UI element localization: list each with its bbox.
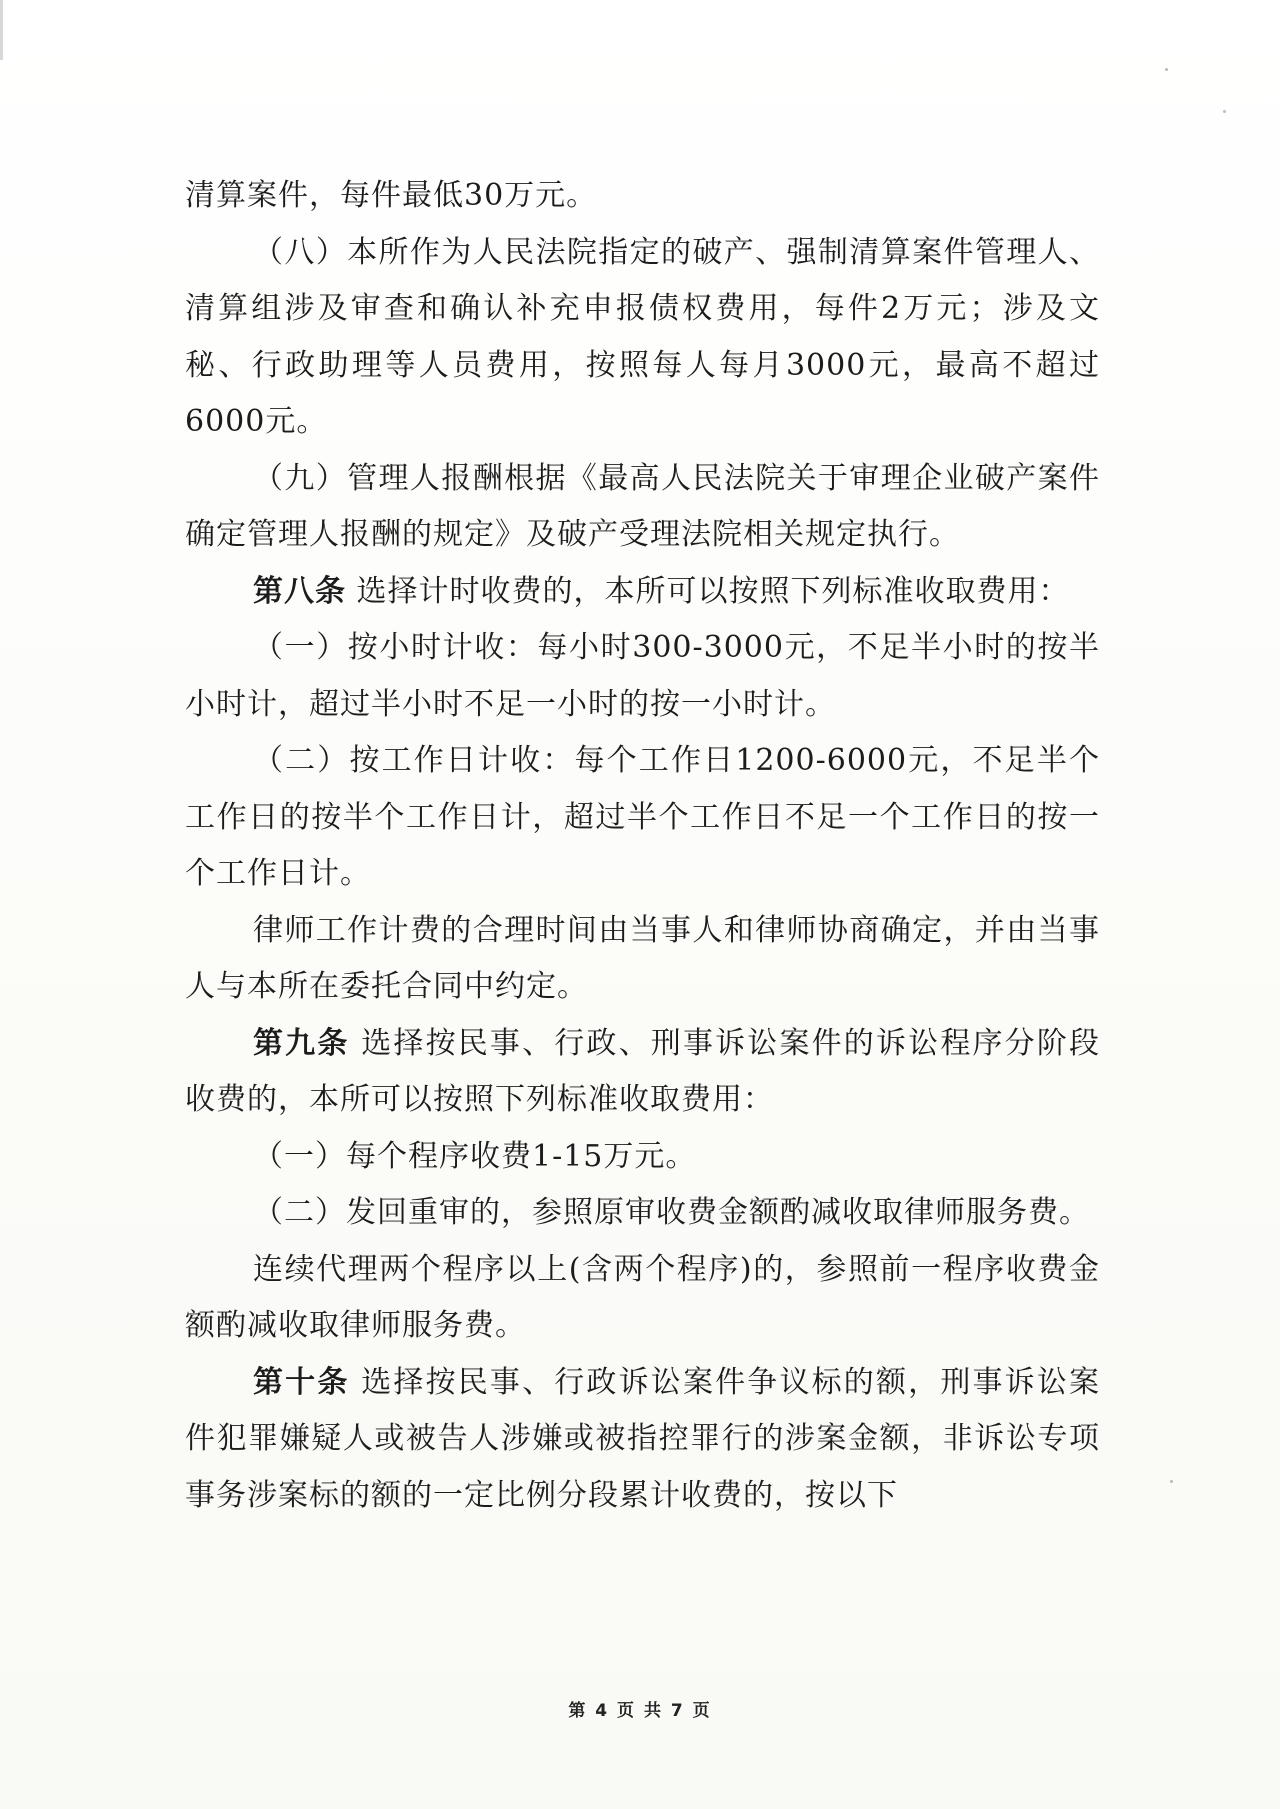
document-body (185, 168, 1100, 1524)
paragraph-text: 选择按民事、行政诉讼案件争议标的额，刑事诉讼案件犯罪嫌疑人或被告人涉嫌或被指控罪行的涉案金额，非诉讼专项事务涉案标的额的一定比例分段累计收费的，按以下 (185, 1364, 1101, 1513)
article-heading: 第十条 (253, 1364, 350, 1400)
paragraph-text: 选择计时收费的，本所可以按照下列标准收取费用： (356, 573, 1070, 609)
paragraph-9 (185, 1185, 1100, 1242)
paragraph-6 (185, 903, 1100, 1016)
article-10 (185, 1355, 1100, 1525)
paragraph-8 (185, 1129, 1100, 1186)
scan-speck (1165, 68, 1168, 71)
article-heading: 第八条 (253, 573, 346, 609)
paragraph-text: （八）本所作为人民法院指定的破产、强制清算案件管理人、清算组涉及审查和确认补充申报债权费用，每件2万元；涉及文秘、行政助理等人员费用，按照每人每月3000元，最高不超过6000元。 (185, 234, 1100, 439)
paragraph-4 (185, 620, 1100, 733)
scan-edge-mark (0, 0, 3, 60)
paragraph-text: 清算案件，每件最低30万元。 (185, 178, 598, 213)
paragraph-1 (185, 225, 1100, 451)
paragraph-text: （二）按工作日计收：每个工作日1200-6000元，不足半个工作日的按半个工作日计，超过半个工作日不足一个工作日的按一个工作日计。 (185, 743, 1100, 891)
scan-speck (1170, 1480, 1173, 1483)
paragraph-5 (185, 733, 1100, 903)
scan-speck (1223, 110, 1226, 113)
paragraph-text: （一）按小时计收：每小时300-3000元，不足半小时的按半小时计，超过半小时不足一小时的按一小时计。 (185, 630, 1100, 722)
paragraph-text: 律师工作计费的合理时间由当事人和律师协商确定，并由当事人与本所在委托合同中约定。 (185, 912, 1100, 1004)
paragraph-2 (185, 451, 1100, 564)
article-heading: 第九条 (253, 1025, 350, 1061)
paragraph-text: 选择按民事、行政、刑事诉讼案件的诉讼程序分阶段收费的，本所可以按照下列标准收取费用： (185, 1025, 1101, 1117)
paragraph-0 (185, 168, 1100, 225)
paragraph-text: （九）管理人报酬根据《最高人民法院关于审理企业破产案件确定管理人报酬的规定》及破产受理法院相关规定执行。 (185, 460, 1100, 552)
article-9 (185, 1016, 1100, 1129)
paragraph-10 (185, 1242, 1100, 1355)
paragraph-text: （一）每个程序收费1-15万元。 (253, 1138, 697, 1174)
paragraph-text: 连续代理两个程序以上(含两个程序)的，参照前一程序收费金额酌减收取律师服务费。 (185, 1251, 1100, 1343)
page-number-footer: 第 4 页 共 7 页 (568, 1701, 712, 1721)
paragraph-text: （二）发回重审的，参照原审收费金额酌减收取律师服务费。 (253, 1195, 1090, 1230)
article-8 (185, 564, 1100, 621)
